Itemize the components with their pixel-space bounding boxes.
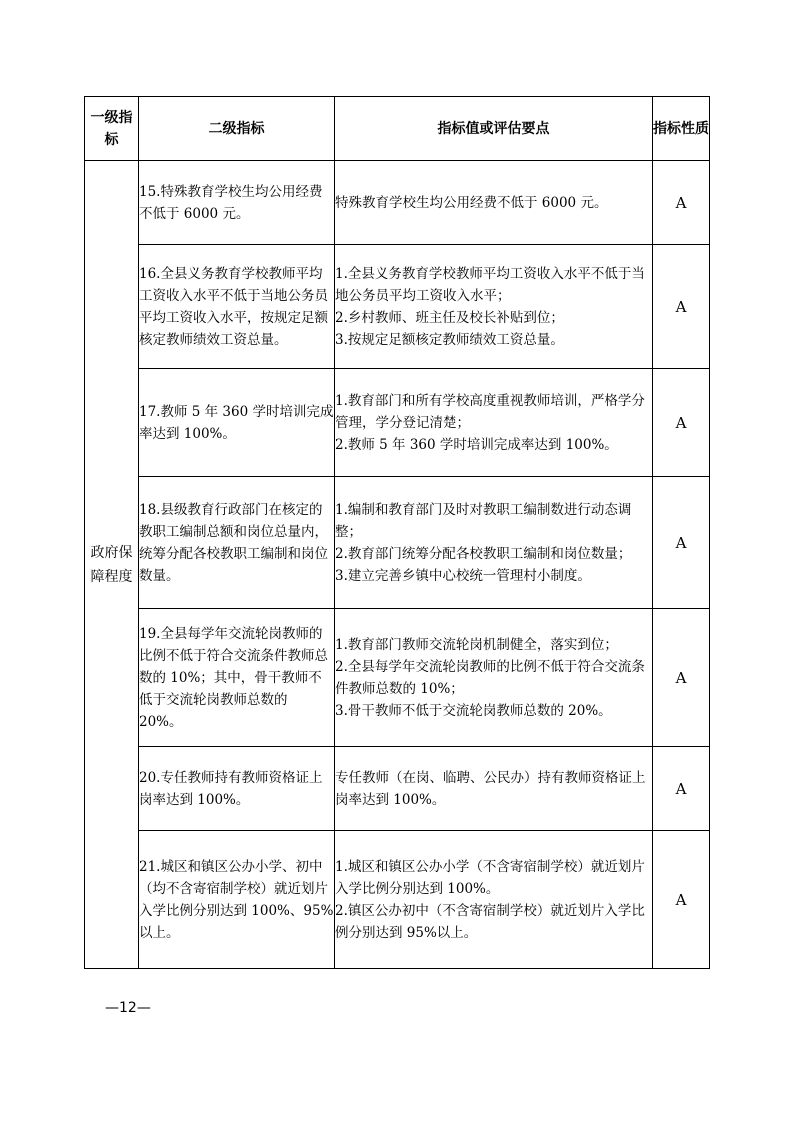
table-row (85, 477, 710, 609)
point-item: 1.城区和镇区公办小学（不含寄宿制学校）就近划片入学比例分别达到 100%。 (335, 858, 645, 897)
table-header-row (85, 97, 710, 161)
point-item: 2.教师 5 年 360 学时培训完成率达到 100%。 (335, 436, 618, 453)
evaluation-points (335, 369, 653, 477)
table-row (85, 369, 710, 477)
nature-value: A (653, 477, 710, 609)
table-row (85, 245, 710, 369)
table-row (85, 161, 710, 245)
nature-value: A (653, 245, 710, 369)
secondary-indicator: 15.特殊教育学校生均公用经费不低于 6000 元。 (139, 161, 335, 245)
evaluation-points (335, 747, 653, 831)
table-row (85, 609, 710, 747)
evaluation-points (335, 161, 653, 245)
header-points: 指标值或评估要点 (335, 97, 653, 161)
page-number: —12— (105, 1000, 151, 1016)
point-item: 专任教师（在岗、临聘、公民办）持有教师资格证上岗率达到 100%。 (335, 769, 646, 808)
table-row (85, 747, 710, 831)
point-item: 2.全县每学年交流轮岗教师的比例不低于符合交流条件教师总数的 10%； (335, 658, 645, 697)
nature-value: A (653, 609, 710, 747)
evaluation-points (335, 609, 653, 747)
point-item: 1.编制和教育部门及时对教职工编制数进行动态调整； (335, 501, 632, 540)
point-item: 2.镇区公办初中（不含寄宿制学校）就近划片入学比例分别达到 95%以上。 (335, 902, 645, 941)
point-item: 1.教育部门和所有学校高度重视教师培训，严格学分管理，学分登记清楚； (335, 392, 645, 431)
point-item: 3.按规定足额核定教师绩效工资总量。 (335, 331, 564, 348)
evaluation-points (335, 831, 653, 969)
evaluation-points (335, 245, 653, 369)
nature-value: A (653, 161, 710, 245)
point-item: 2.乡村教师、班主任及校长补贴到位； (335, 309, 564, 326)
secondary-indicator: 20.专任教师持有教师资格证上岗率达到 100%。 (139, 747, 335, 831)
secondary-indicator: 17.教师 5 年 360 学时培训完成率达到 100%。 (139, 369, 335, 477)
nature-value: A (653, 747, 710, 831)
point-item: 1.教育部门教师交流轮岗机制健全，落实到位； (335, 636, 618, 653)
point-item: 2.教育部门统筹分配各校教职工编制和岗位数量； (335, 545, 632, 562)
point-item: 特殊教育学校生均公用经费不低于 6000 元。 (335, 194, 608, 211)
header-level1: 一级指标 (85, 97, 139, 161)
nature-value: A (653, 831, 710, 969)
secondary-indicator: 21.城区和镇区公办小学、初中（均不含寄宿制学校）就近划片入学比例分别达到 100%、95%以上。 (139, 831, 335, 969)
secondary-indicator: 19.全县每学年交流轮岗教师的比例不低于符合交流条件教师总数的 10%；其中，骨干教师不低于交流轮岗教师总数的 20%。 (139, 609, 335, 747)
table-row (85, 831, 710, 969)
point-item: 3.建立完善乡镇中心校统一管理村小制度。 (335, 567, 591, 584)
point-item: 3.骨干教师不低于交流轮岗教师总数的 20%。 (335, 702, 612, 719)
secondary-indicator: 18.县级教育行政部门在核定的教职工编制总额和岗位总量内，统筹分配各校教职工编制和岗位数量。 (139, 477, 335, 609)
secondary-indicator: 16.全县义务教育学校教师平均工资收入水平不低于当地公务员平均工资收入水平，按规定足额核定教师绩效工资总量。 (139, 245, 335, 369)
indicator-table (84, 96, 710, 969)
header-level2: 二级指标 (139, 97, 335, 161)
level1-cell: 政府保障程度 (85, 161, 139, 969)
nature-value: A (653, 369, 710, 477)
point-item: 1.全县义务教育学校教师平均工资收入水平不低于当地公务员平均工资收入水平； (335, 265, 645, 304)
evaluation-points (335, 477, 653, 609)
header-nature: 指标性质 (653, 97, 710, 161)
